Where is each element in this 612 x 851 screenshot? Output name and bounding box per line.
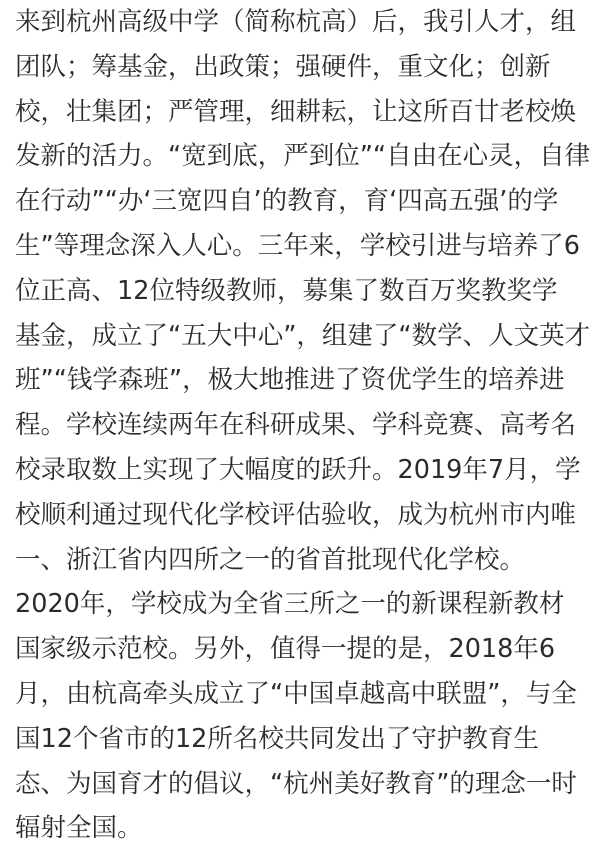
paragraph-line: 国家级示范校。另外，值得一提的是，2018年6: [15, 634, 556, 665]
paragraph-line: 2020年，学校成为全省三所之一的新课程新教材: [15, 589, 565, 620]
paragraph-line: 辐射全国。: [15, 813, 143, 844]
paragraph-line: 来到杭州高级中学（简称杭高）后，我引人才，组: [15, 7, 577, 37]
paragraph-line: 生”等理念深入人心。三年来，学校引进与培养了6: [15, 230, 580, 261]
paragraph-line: 月，由杭高牵头成立了“中国卓越高中联盟”，与全: [15, 678, 577, 709]
paragraph-line: 位正高、12位特级教师，募集了数百万奖教奖学: [15, 275, 558, 306]
paragraph-line: 班”“钱学森班”，极大地推进了资优学生的培养进: [15, 365, 565, 396]
paragraph-line: 校顺利通过现代化学校评估验收，成为杭州市内唯: [15, 499, 577, 530]
paragraph-line: 校，壮集团；严管理，细耕耘，让这所百廿老校焕: [15, 96, 577, 127]
paragraph-line: 基金，成立了“五大中心”，组建了“数学、人文英才: [15, 320, 591, 351]
paragraph-line: 态、为国育才的倡议，“杭州美好教育”的理念一时: [15, 768, 577, 799]
paragraph-line: 团队；筹基金，出政策；强硬件，重文化；创新: [15, 51, 551, 82]
paragraph-line: 一、浙江省内四所之一的省首批现代化学校。: [15, 544, 526, 575]
paragraph-line: 在行动”“办‘三宽四自’的教育，育‘四高五强’的学: [15, 186, 559, 217]
paragraph-line: 发新的活力。“宽到底，严到位”“自由在心灵，自律: [15, 141, 591, 172]
paragraph-line: 国12个省市的12所名校共同发出了守护教育生: [15, 723, 539, 754]
paragraph-line: 校录取数上实现了大幅度的跃升。2019年7月，学: [15, 454, 581, 485]
paragraph-line: 程。学校连续两年在科研成果、学科竞赛、高考名: [15, 410, 577, 441]
